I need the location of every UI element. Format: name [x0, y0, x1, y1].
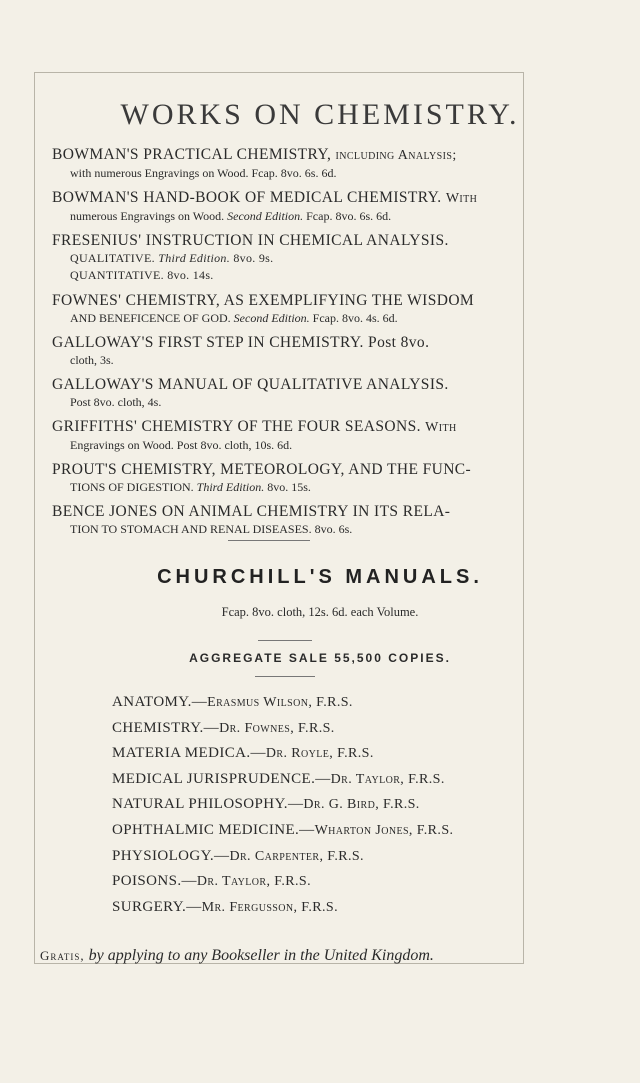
work-price: Fcap. 8vo. 4s. 6d.	[312, 311, 398, 325]
work-price: Fcap. 8vo. 6s. 6d.	[306, 209, 392, 223]
manual-author: Dr. G. Bird, F.R.S.	[303, 797, 420, 813]
manual-subject: POISONS.—	[112, 873, 197, 890]
work-price: 8vo. 9s.	[233, 251, 274, 265]
manual-author: Dr. Fownes, F.R.S.	[219, 720, 335, 736]
work-entry	[52, 189, 512, 224]
work-part: QUALITATIVE.	[70, 251, 155, 265]
work-details: AND BENEFICENCE OF GOD.	[70, 311, 231, 325]
manuals-list	[112, 690, 532, 920]
manual-subject: MATERIA MEDICA.—	[112, 745, 266, 762]
work-title: GALLOWAY'S MANUAL OF QUALITATIVE ANALYSIS.	[52, 376, 449, 393]
sale-notice: AGGREGATE SALE 55,500 COPIES.	[189, 651, 451, 665]
manual-author: Dr. Taylor, F.R.S.	[196, 874, 311, 890]
work-title-note: With	[425, 420, 457, 435]
work-title: FOWNES' CHEMISTRY, AS EXEMPLIFYING THE WISDOM	[52, 292, 475, 309]
list-item	[112, 792, 532, 818]
manual-subject: ANATOMY.—	[112, 694, 208, 710]
work-title: FRESENIUS' INSTRUCTION IN CHEMICAL ANALYSIS.	[52, 232, 449, 249]
work-details: TIONS OF DIGESTION.	[70, 480, 194, 494]
work-price: Post 8vo. cloth, 4s.	[70, 395, 162, 409]
work-part: QUANTITATIVE.	[70, 268, 164, 282]
divider	[258, 640, 312, 641]
list-item	[112, 844, 532, 870]
work-entry	[52, 292, 512, 326]
work-entry	[52, 376, 512, 410]
manual-author: Mr. Fergusson, F.R.S.	[201, 899, 338, 915]
work-entry	[52, 418, 512, 453]
work-title: PROUT'S CHEMISTRY, METEOROLOGY, AND THE FUNC-	[52, 461, 472, 478]
list-item	[112, 869, 532, 895]
work-edition: Third Edition.	[196, 480, 265, 494]
work-title: GALLOWAY'S FIRST STEP IN CHEMISTRY. Post 8vo.	[52, 334, 430, 351]
footer-note	[40, 947, 640, 965]
work-title: BOWMAN'S HAND-BOOK OF MEDICAL CHEMISTRY.	[52, 189, 442, 206]
divider	[255, 676, 315, 677]
work-details: TION TO STOMACH AND RENAL DISEASES. 8vo. 6s.	[70, 522, 353, 536]
manual-author: Erasmus Wilson, F.R.S.	[207, 695, 353, 710]
list-item	[112, 716, 532, 742]
work-details: numerous Engravings on Wood.	[70, 209, 225, 223]
list-item	[112, 741, 532, 767]
footer-gratis: Gratis,	[40, 948, 85, 963]
manual-subject: PHYSIOLOGY.—	[112, 847, 230, 864]
work-entry	[52, 461, 512, 495]
divider	[228, 540, 310, 541]
work-details: Engravings on Wood. Post 8vo. cloth, 10s. 6d.	[70, 438, 293, 452]
work-price: cloth, 3s.	[70, 353, 114, 367]
list-item	[112, 690, 532, 716]
manuals-subtitle: Fcap. 8vo. cloth, 12s. 6d. each Volume.	[221, 605, 419, 619]
page-title: WORKS ON CHEMISTRY.	[120, 98, 520, 131]
manual-subject: SURGERY.—	[112, 898, 202, 915]
manual-author: Wharton Jones, F.R.S.	[314, 822, 454, 838]
works-list	[52, 146, 512, 545]
work-entry	[52, 503, 512, 537]
manual-author: Dr. Royle, F.R.S.	[265, 746, 374, 762]
manual-subject: MEDICAL JURISPRUDENCE.—	[112, 770, 331, 787]
list-item	[112, 767, 532, 793]
work-entry	[52, 146, 512, 181]
work-edition: Third Edition.	[158, 251, 231, 265]
work-title: BOWMAN'S PRACTICAL CHEMISTRY,	[52, 146, 332, 163]
work-price: 8vo. 14s.	[167, 268, 214, 282]
work-title-note: With	[445, 191, 478, 206]
work-title: BENCE JONES ON ANIMAL CHEMISTRY IN ITS RELA-	[52, 503, 451, 520]
work-title: GRIFFITHS' CHEMISTRY OF THE FOUR SEASONS.	[52, 418, 421, 435]
list-item	[112, 818, 532, 844]
work-edition: Second Edition.	[227, 209, 304, 223]
manuals-title: CHURCHILL'S MANUALS.	[157, 566, 483, 588]
manual-subject: NATURAL PHILOSOPHY.—	[112, 796, 304, 813]
list-item	[112, 895, 532, 921]
work-details: with numerous Engravings on Wood. Fcap. 8vo. 6s. 6d.	[70, 166, 337, 180]
work-entry	[52, 334, 512, 368]
manual-subject: CHEMISTRY.—	[112, 719, 220, 736]
work-entry	[52, 232, 512, 284]
work-price: 8vo. 15s.	[267, 480, 311, 494]
work-edition: Second Edition.	[233, 311, 310, 325]
manual-author: Dr. Taylor, F.R.S.	[330, 771, 445, 787]
footer-text: by applying to any Bookseller in the United Kingdom.	[88, 947, 434, 964]
work-title-note: including Analysis;	[335, 148, 457, 163]
manual-subject: OPHTHALMIC MEDICINE.—	[112, 821, 315, 838]
manual-author: Dr. Carpenter, F.R.S.	[229, 848, 364, 864]
